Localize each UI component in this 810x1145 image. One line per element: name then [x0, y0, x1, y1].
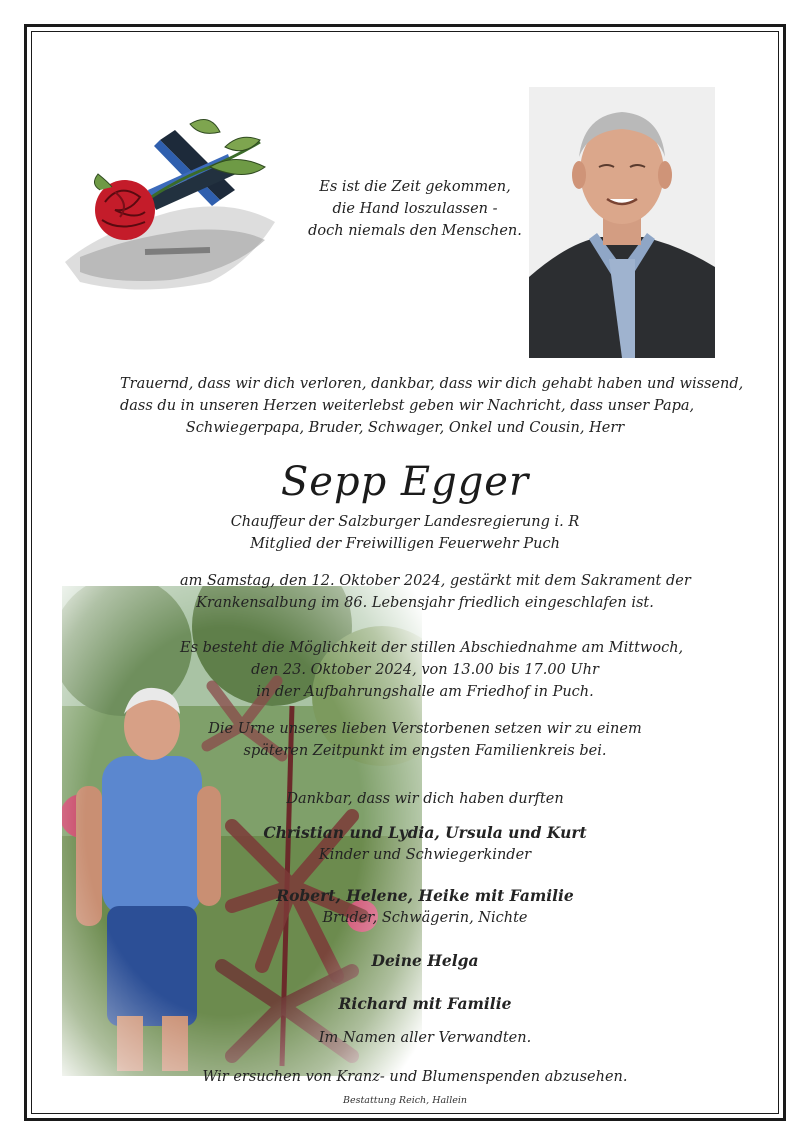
urn-line: späteren Zeitpunkt im engsten Familienkreis bei.: [243, 743, 607, 759]
rose-cross-illustration: [60, 112, 300, 297]
intro-line: Trauernd, dass wir dich verloren, dankbar, dass wir dich gehabt haben und wissend,: [120, 376, 744, 392]
funeral-home-credit: Bestattung Reich, Hallein: [342, 1095, 468, 1106]
thanks-line: Dankbar, dass wir dich haben durften: [286, 791, 564, 807]
role-line: Mitglied der Freiwilligen Feuerwehr Puch: [250, 536, 560, 552]
motto-line: doch niemals den Menschen.: [308, 223, 522, 239]
death-line: am Samstag, den 12. Oktober 2024, gestärkt mit dem Sakrament der: [180, 573, 691, 589]
death-line: Krankensalbung im 86. Lebensjahr friedlich eingeschlafen ist.: [196, 595, 654, 611]
intro-text: [120, 373, 744, 439]
farewell-line: den 23. Oktober 2024, von 13.00 bis 17.00 Uhr: [251, 662, 599, 678]
farewell-line: Es besteht die Möglichkeit der stillen Abschiednahme am Mittwoch,: [180, 640, 684, 656]
deceased-name: Sepp Egger: [280, 459, 530, 505]
mourner-relation: Bruder, Schwägerin, Nichte: [322, 910, 528, 926]
mourner-relation: Kinder und Schwiegerkinder: [318, 847, 532, 863]
motto-line: Es ist die Zeit gekommen,: [319, 179, 511, 195]
mourner-names: Christian und Lydia, Ursula und Kurt: [263, 823, 587, 842]
portrait-photo: [529, 87, 715, 358]
role-line: Chauffeur der Salzburger Landesregierung i. R: [230, 514, 580, 530]
motto-line: die Hand loszulassen -: [332, 201, 498, 217]
mourner-names: Richard mit Familie: [338, 994, 512, 1013]
urn-line: Die Urne unseres lieben Verstorbenen setzen wir zu einem: [208, 721, 642, 737]
death-notice: [180, 570, 691, 614]
farewell-info: [180, 637, 684, 703]
mourner-names: Deine Helga: [371, 951, 479, 970]
intro-line: dass du in unseren Herzen weiterlebst geben wir Nachricht, dass unser Papa,: [120, 398, 695, 414]
intro-line: Schwiegerpapa, Bruder, Schwager, Onkel und Cousin, Herr: [185, 420, 625, 436]
deceased-roles: [170, 511, 640, 555]
motto-quote: [300, 176, 530, 242]
farewell-line: in der Aufbahrungshalle am Friedhof in Puch.: [256, 684, 594, 700]
relatives-line: Im Namen aller Verwandten.: [318, 1030, 532, 1046]
flowers-note: Wir ersuchen von Kranz- und Blumenspenden abzusehen.: [202, 1069, 628, 1085]
urn-notice: [180, 718, 670, 762]
mourner-group: [180, 885, 670, 929]
mourner-names: Robert, Helene, Heike mit Familie: [276, 886, 574, 905]
mourner-group: [180, 822, 670, 866]
